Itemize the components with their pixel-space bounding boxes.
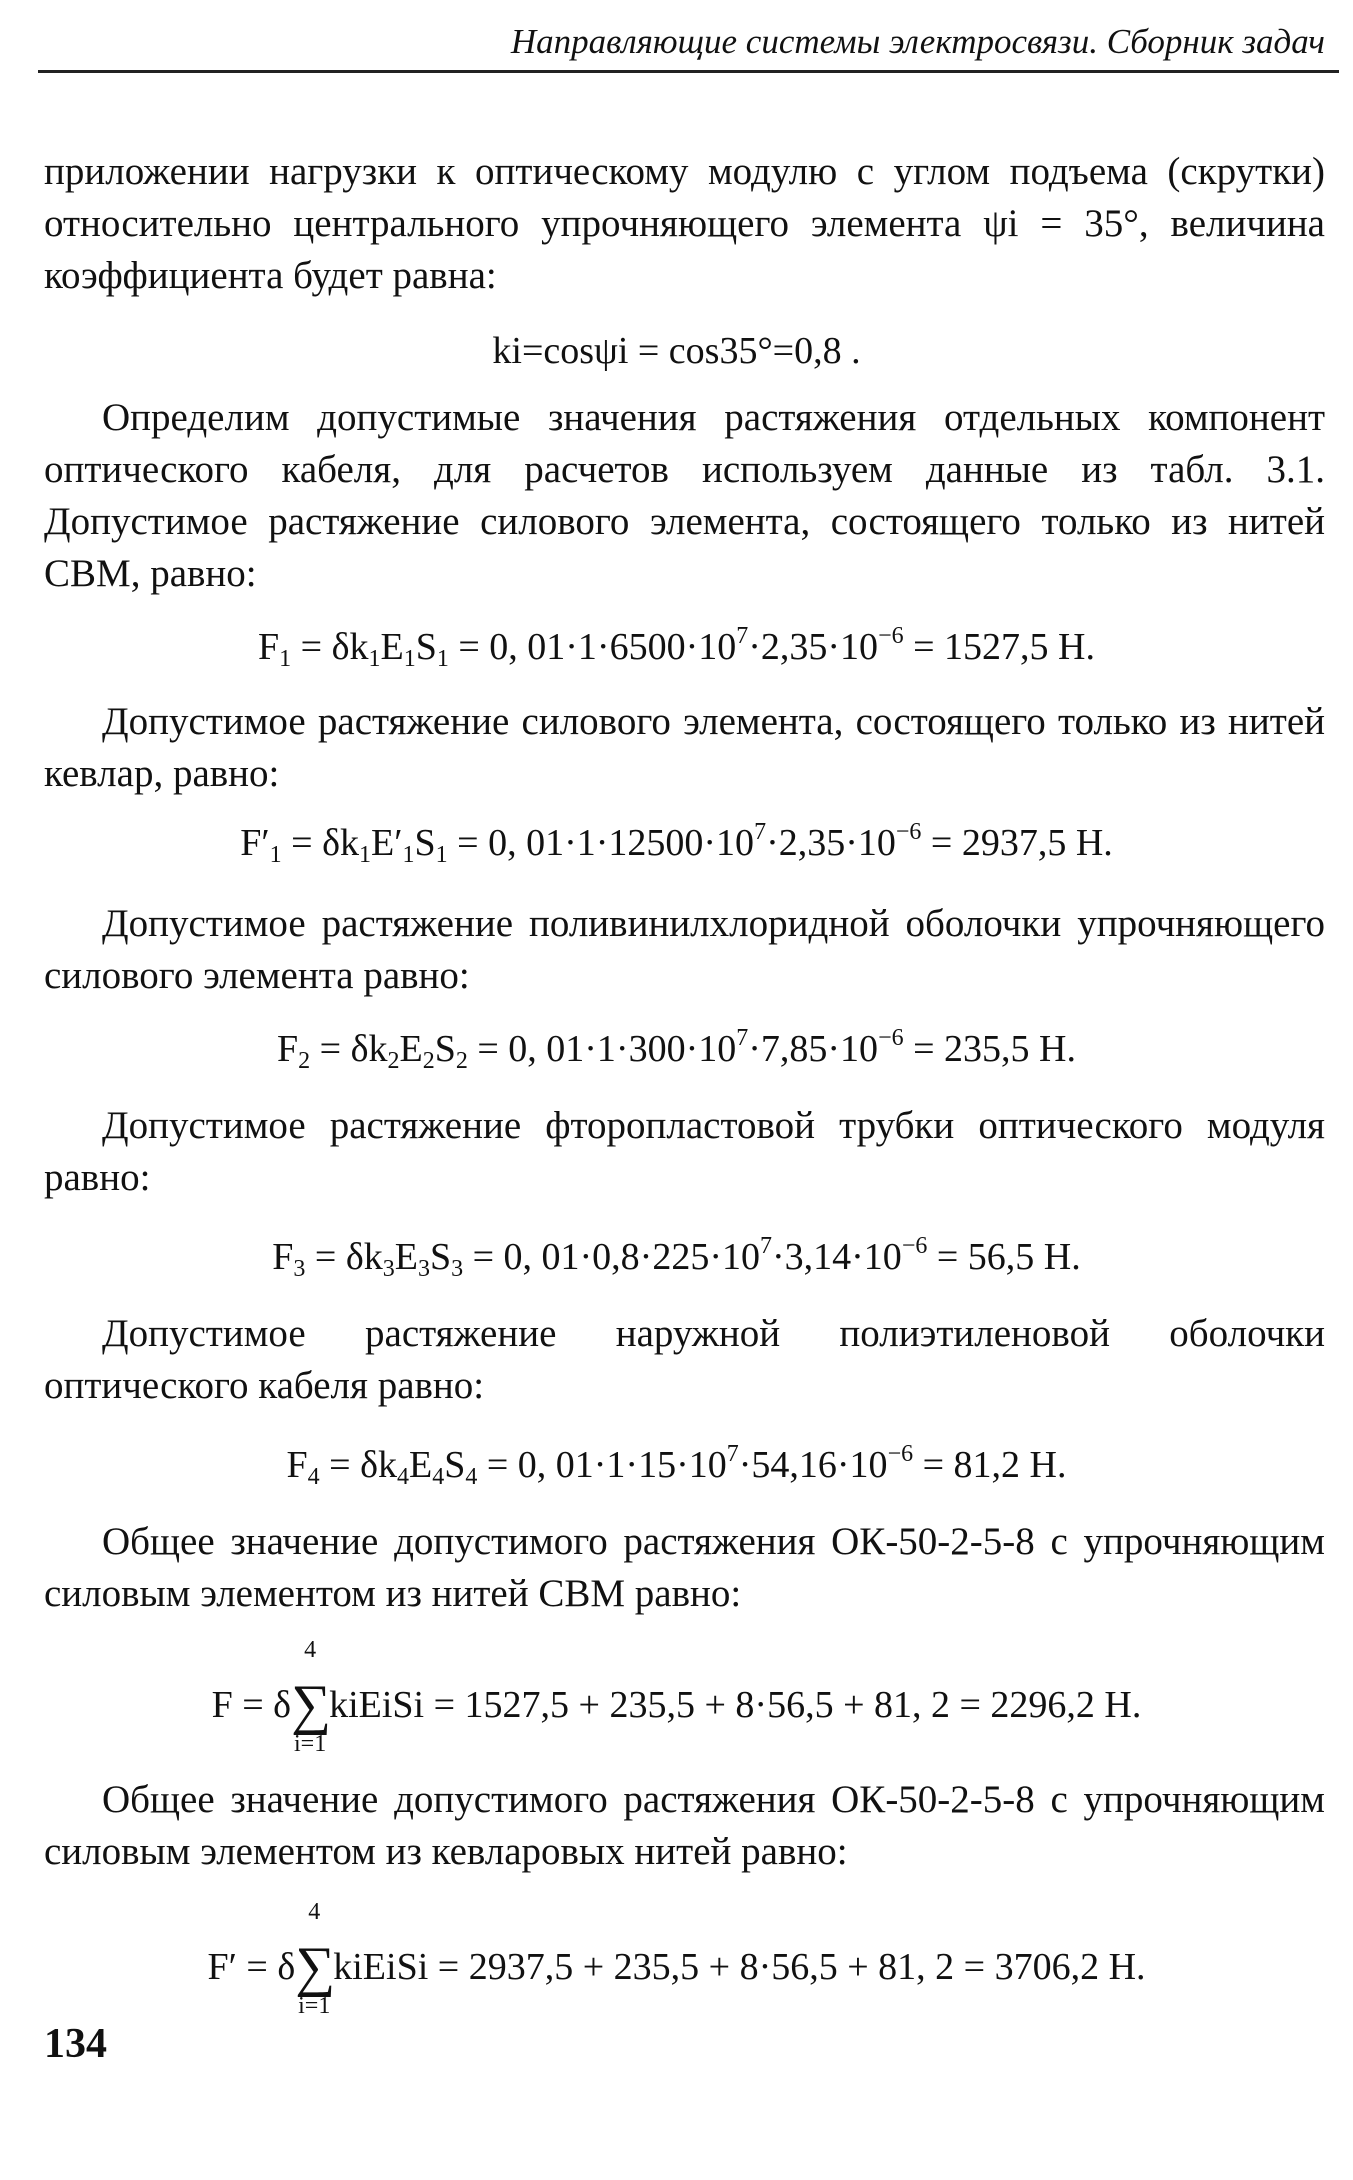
formula-f1: $F_1 = \delta k_1E_1S_1 = 0$, $01\cdot 1\cdot 6500\cdot 10^7\cdot 2,35\cdot 10^{-6} = 1527,5$ Н.: [258, 623, 1095, 672]
summation-sign: 4 ∑ i=1: [291, 1637, 332, 1758]
summation-sign: 4 ∑ i=1: [295, 1899, 336, 2020]
paragraph-kevlar: Допустимое растяжение силового элемента, состоящего только из нитей кевлар, равно:: [44, 700, 1325, 795]
formula-total-svm: F = δ 4 ∑ i=1 kiEiSi = 1527,5 + 235,5 + 8·56,5 + 81, 2 = 2296,2 Н.: [211, 1637, 1142, 1758]
running-header: Направляющие системы электросвязи. Сборник задач: [38, 22, 1339, 73]
formula-f3: $F_3 = \delta k_3E_3S_3 = 0$, $01\cdot 0,8\cdot 225\cdot 10^7\cdot 3,14\cdot 10^{-6} = 56,5$ Н.: [272, 1233, 1081, 1282]
formula-total-kevlar: F′ = δ 4 ∑ i=1 kiEiSi = 2937,5 + 235,5 + 8·56,5 + 81, 2 = 3706,2 Н.: [207, 1899, 1146, 2020]
formula-coefficient: ki=cosψi = cos35°=0,8 .: [492, 330, 861, 372]
paragraph-total-kevlar: Общее значение допустимого растяжения ОК-50-2-5-8 с упрочняющим силовым элементом из кевларовых нитей равно:: [44, 1778, 1325, 1873]
paragraph-define-limits: Определим допустимые значения растяжения отдельных компонент оптического кабеля, для расчетов используем данные из табл. 3.1. Допустимое растяжение силового элемента, состоящего только из нитей СВМ, равно:: [44, 396, 1325, 595]
paragraph-pvc: Допустимое растяжение поливинилхлоридной оболочки упрочняющего силового элемента равно:: [44, 902, 1325, 997]
paragraph-polyethylene: Допустимое растяжение наружной полиэтиленовой оболочки оптического кабеля равно:: [44, 1312, 1325, 1407]
formula-f4: $F_4 = \delta k_4E_4S_4 = 0$, $01\cdot 1\cdot 15\cdot 10^7\cdot 54,16\cdot 10^{-6} = 81,2$ Н.: [286, 1441, 1067, 1490]
paragraph-intro: приложении нагрузки к оптическому модулю с углом подъема (скрутки) относительно центрального упрочняющего элемента ψi = 35°, величина коэффициента будет равна:: [44, 150, 1325, 297]
paragraph-total-svm: Общее значение допустимого растяжения ОК-50-2-5-8 с упрочняющим силовым элементом из нитей СВМ равно:: [44, 1520, 1325, 1615]
formula-f1-prime: $F'_1 = \delta k_1E'_1S_1 = 0$, $01\cdot 1\cdot 12500\cdot 10^7\cdot 2,35\cdot 10^{-6} = 2937,5$ Н.: [240, 819, 1113, 868]
formula-f2: $F_2 = \delta k_2E_2S_2 = 0$, $01\cdot 1\cdot 300\cdot 10^7\cdot 7,85\cdot 10^{-6} = 235,5$ Н.: [277, 1025, 1076, 1074]
paragraph-fluoroplastic: Допустимое растяжение фторопластовой трубки оптического модуля равно:: [44, 1104, 1325, 1199]
page-number: 134: [44, 2021, 107, 2067]
